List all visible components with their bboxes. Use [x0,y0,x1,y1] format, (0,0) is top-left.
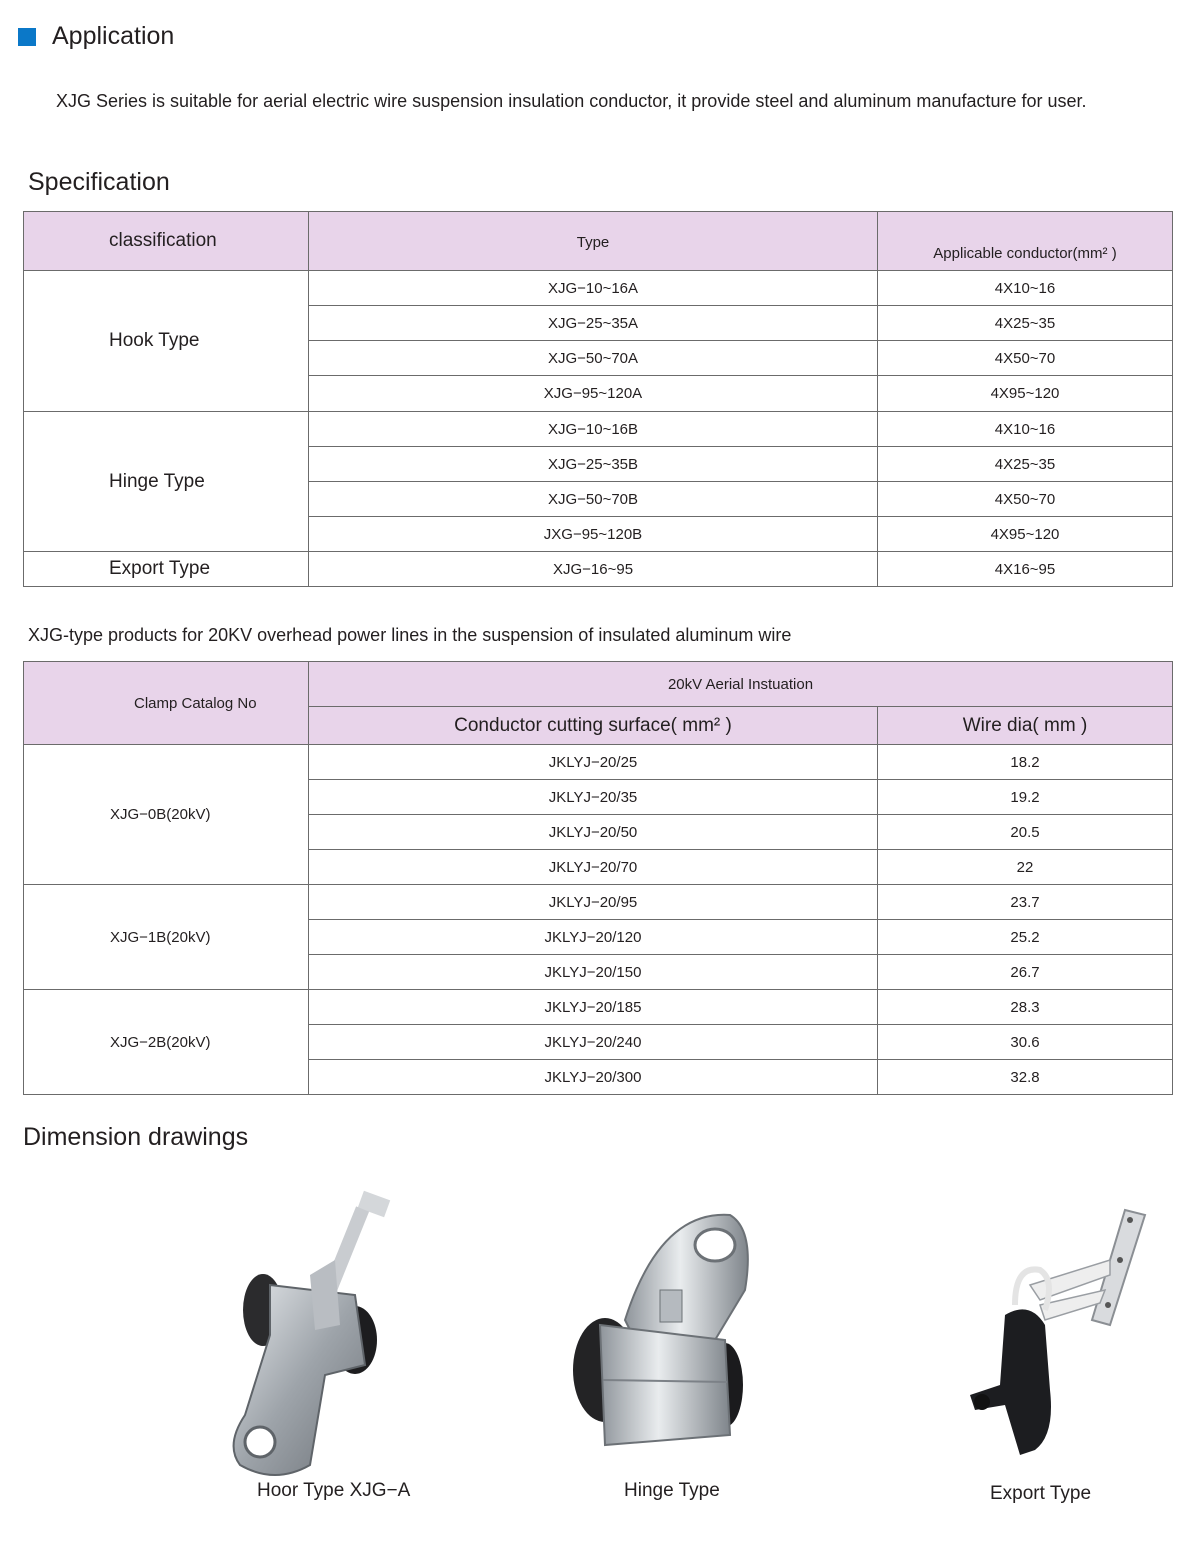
conductor-cell: 4X10~16 [878,412,1173,447]
wire-dia-cell: 22 [878,850,1173,885]
wire-dia-cell: 32.8 [878,1060,1173,1095]
wire-dia-cell: 20.5 [878,815,1173,850]
type-cell: XJG−50~70A [309,341,878,376]
classification-cell: Hook Type [24,271,309,412]
catalog-cell: XJG−1B(20kV) [24,885,309,990]
table-caption: XJG-type products for 20KV overhead power lines in the suspension of insulated aluminum wire [28,625,792,645]
application-title: Application [52,22,175,50]
conductor-cell: 4X95~120 [878,517,1173,552]
hook-type-clamp-image [215,1185,405,1485]
conductor-cell: 4X16~95 [878,552,1173,587]
20kv-table [23,661,1173,1095]
wire-dia-cell: 23.7 [878,885,1173,920]
table-row [24,885,1173,920]
type-cell: XJG−10~16A [309,271,878,306]
surface-cell: JKLYJ−20/25 [309,745,878,780]
application-text: XJG Series is suitable for aerial electric wire suspension insulation conductor, it provide steel and aluminum manufacture for user. [56,91,1087,111]
caption-hook-type: Hoor Type XJG−A [257,1480,411,1501]
conductor-cell: 4X95~120 [878,376,1173,412]
export-type-clamp-image [960,1205,1155,1465]
dimension-title: Dimension drawings [23,1123,249,1151]
conductor-cell: 4X25~35 [878,306,1173,341]
specification-title: Specification [28,168,170,196]
header-type: Type [309,212,878,271]
conductor-cell: 4X25~35 [878,447,1173,482]
table-row [24,552,1173,587]
table-row [24,745,1173,780]
surface-cell: JKLYJ−20/70 [309,850,878,885]
catalog-cell: XJG−0B(20kV) [24,745,309,885]
header-surface: Conductor cutting surface( mm² ) [309,707,878,745]
conductor-cell: 4X50~70 [878,341,1173,376]
surface-cell: JKLYJ−20/35 [309,780,878,815]
header-wire-dia: Wire dia( mm ) [878,707,1173,745]
header-group: 20kV Aerial Instuation [309,662,1173,707]
table-row [24,412,1173,447]
caption-hinge-type: Hinge Type [624,1480,720,1501]
table-row [24,990,1173,1025]
wire-dia-cell: 25.2 [878,920,1173,955]
surface-cell: JKLYJ−20/95 [309,885,878,920]
type-cell: XJG−95~120A [309,376,878,412]
type-cell: JXG−95~120B [309,517,878,552]
conductor-cell: 4X10~16 [878,271,1173,306]
type-cell: XJG−25~35A [309,306,878,341]
section-marker-icon [18,28,36,46]
hinge-type-clamp-image [565,1210,755,1480]
type-cell: XJG−50~70B [309,482,878,517]
wire-dia-cell: 18.2 [878,745,1173,780]
surface-cell: JKLYJ−20/240 [309,1025,878,1060]
caption-export-type: Export Type [990,1483,1092,1504]
table-header-row [24,212,1173,271]
classification-cell: Hinge Type [24,412,309,552]
header-catalog: Clamp Catalog No [24,662,309,745]
type-cell: XJG−25~35B [309,447,878,482]
type-cell: XJG−10~16B [309,412,878,447]
surface-cell: JKLYJ−20/50 [309,815,878,850]
table-row [24,271,1173,306]
type-cell: XJG−16~95 [309,552,878,587]
surface-cell: JKLYJ−20/185 [309,990,878,1025]
catalog-cell: XJG−2B(20kV) [24,990,309,1095]
classification-cell: Export Type [24,552,309,587]
surface-cell: JKLYJ−20/150 [309,955,878,990]
wire-dia-cell: 26.7 [878,955,1173,990]
wire-dia-cell: 19.2 [878,780,1173,815]
surface-cell: JKLYJ−20/120 [309,920,878,955]
surface-cell: JKLYJ−20/300 [309,1060,878,1095]
application-heading [18,22,174,51]
wire-dia-cell: 28.3 [878,990,1173,1025]
specification-table [23,211,1173,587]
table-header-row [24,662,1173,707]
header-conductor: Applicable conductor(mm² ) [878,212,1173,271]
header-classification: classification [24,212,309,271]
wire-dia-cell: 30.6 [878,1025,1173,1060]
conductor-cell: 4X50~70 [878,482,1173,517]
